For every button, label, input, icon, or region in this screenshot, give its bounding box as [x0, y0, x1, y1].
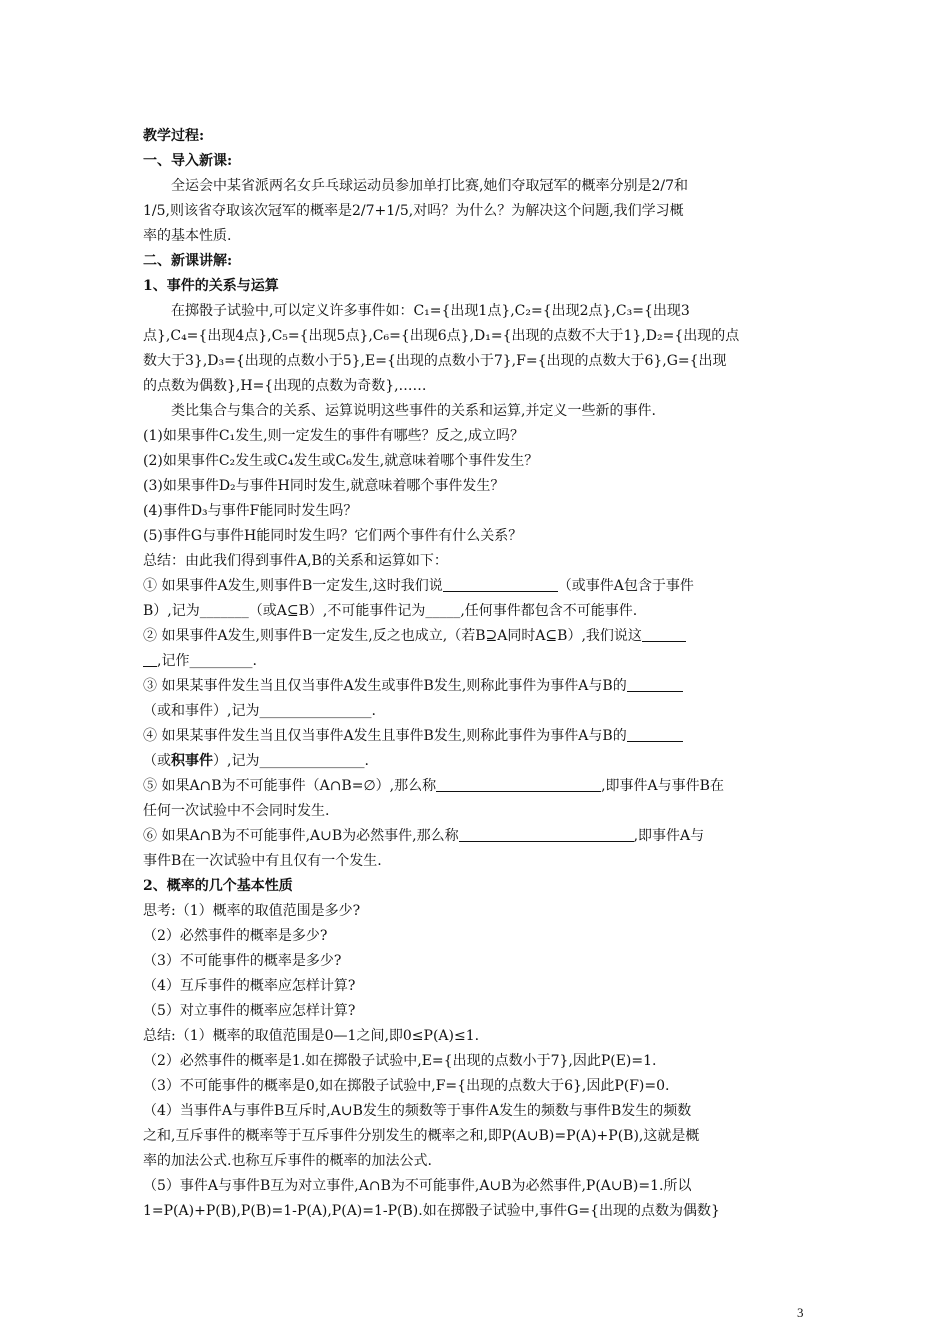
blank-line [642, 624, 686, 642]
question-line: (4)事件D₃与事件F能同时发生吗？ [143, 503, 358, 519]
question-line: (5)事件G与事件H能同时发生吗？它们两个事件有什么关系？ [143, 528, 523, 544]
summary-line: （2）必然事件的概率是1.如在掷骰子试验中,E={出现的点数小于7},因此P(E)=1. [143, 1053, 657, 1069]
summary-intro: 总结：由此我们得到事件A,B的关系和运算如下： [143, 553, 448, 569]
blank-line [443, 574, 558, 592]
item-5-line: ⑤ 如果A∩B为不可能事件（A∩B=∅）,那么称 ,即事件A与事件B在 [143, 774, 808, 799]
item-6-line: 事件B在一次试验中有且仅有一个发生. [143, 853, 382, 869]
blank-line [627, 674, 683, 692]
summary-line: （4）当事件A与事件B互斥时,A∪B发生的频数等于事件A发生的频数与事件B发生的频数 [143, 1103, 692, 1119]
think-line: （3）不可能事件的概率是多少? [143, 953, 342, 969]
summary-line: （3）不可能事件的概率是0,如在掷骰子试验中,F={出现的点数大于6},因此P(F)=0. [143, 1078, 670, 1094]
paragraph-line: 1/5,则该省夺取该次冠军的概率是2/7+1/5,对吗？为什么？为解决这个问题,我们学习概 [143, 203, 684, 219]
heading: 教学过程: [143, 128, 205, 144]
paragraph-line: 全运会中某省派两名女乒乓球运动员参加单打比赛,她们夺取冠军的概率分别是2/7和 [171, 178, 688, 194]
section2-title: 二、新课讲解: [143, 253, 233, 269]
item-3-line: ③ 如果某事件发生当且仅当事件A发生或事件B发生,则称此事件为事件A与B的 [143, 674, 808, 699]
blank-line [459, 824, 634, 842]
think-line: 思考:（1）概率的取值范围是多少? [143, 903, 361, 919]
think-line: （2）必然事件的概率是多少? [143, 928, 328, 944]
summary-line: 总结:（1）概率的取值范围是0—1之间,即0≤P(A)≤1. [143, 1028, 480, 1044]
page-number: 3 [797, 1305, 804, 1320]
subsection1-title: 1、事件的关系与运算 [143, 278, 279, 294]
think-line: （4）互斥事件的概率应怎样计算? [143, 978, 356, 994]
item-4-line: ④ 如果某事件发生当且仅当事件A发生且事件B发生,则称此事件为事件A与B的 [143, 724, 808, 749]
item-6-line: ⑥ 如果A∩B为不可能事件,A∪B为必然事件,那么称 ,即事件A与 [143, 824, 808, 849]
question-line: (3)如果事件D₂与事件H同时发生,就意味着哪个事件发生？ [143, 478, 505, 494]
page-content [143, 124, 808, 1224]
summary-line: （5）事件A与事件B互为对立事件,A∩B为不可能事件,A∪B为必然事件,P(A∪B)=1.所以 [143, 1178, 692, 1194]
item-2-line: ,记作_________. [143, 649, 808, 674]
paragraph-line: 率的基本性质. [143, 228, 232, 244]
summary-line: 之和,互斥事件的概率等于互斥事件分别发生的概率之和,即P(A∪B)=P(A)+P(B),这就是概 [143, 1128, 700, 1144]
blank-line [627, 724, 683, 742]
paragraph-line: 类比集合与集合的关系、运算说明这些事件的关系和运算,并定义一些新的事件. [171, 403, 656, 419]
item-1-line: ① 如果事件A发生,则事件B一定发生,这时我们说 （或事件A包含于事件 [143, 574, 808, 599]
summary-line: 率的加法公式.也称互斥事件的概率的加法公式. [143, 1153, 432, 1169]
question-line: (1)如果事件C₁发生,则一定发生的事件有哪些？反之,成立吗？ [143, 428, 525, 444]
subsection2-title: 2、概率的几个基本性质 [143, 878, 293, 894]
paragraph-line: 在掷骰子试验中,可以定义许多事件如：C₁={出现1点},C₂={出现2点},C₃={出现3 [171, 303, 690, 319]
item-3-line: （或和事件）,记为________________. [143, 703, 376, 719]
paragraph-line: 数大于3},D₃={出现的点数小于5},E={出现的点数小于7},F={出现的点数大于6},G={出现 [143, 353, 727, 369]
blank-line [143, 649, 157, 667]
section1-title: 一、导入新课: [143, 153, 233, 169]
item-5-line: 任何一次试验中不会同时发生. [143, 803, 330, 819]
blank-line [436, 774, 601, 792]
item-4-line: （或积事件）,记为_______________. [143, 753, 369, 769]
paragraph-line: 点},C₄={出现4点},C₅={出现5点},C₆={出现6点},D₁={出现的点数不大于1},D₂={出现的点 [143, 328, 740, 344]
summary-line: 1=P(A)+P(B),P(B)=1-P(A),P(A)=1-P(B).如在掷骰子试验中,事件G={出现的点数为偶数} [143, 1203, 720, 1219]
think-line: （5）对立事件的概率应怎样计算? [143, 1003, 356, 1019]
item-2-line: ② 如果事件A发生,则事件B一定发生,反之也成立,（若B⊇A同时A⊆B）,我们说这 [143, 624, 808, 649]
question-line: (2)如果事件C₂发生或C₄发生或C₆发生,就意味着哪个事件发生？ [143, 453, 539, 469]
paragraph-line: 的点数为偶数},H={出现的点数为奇数},…… [143, 378, 427, 394]
item-1-line: B）,记为_______（或A⊆B）,不可能事件记为_____,任何事件都包含不可能事件. [143, 603, 638, 619]
